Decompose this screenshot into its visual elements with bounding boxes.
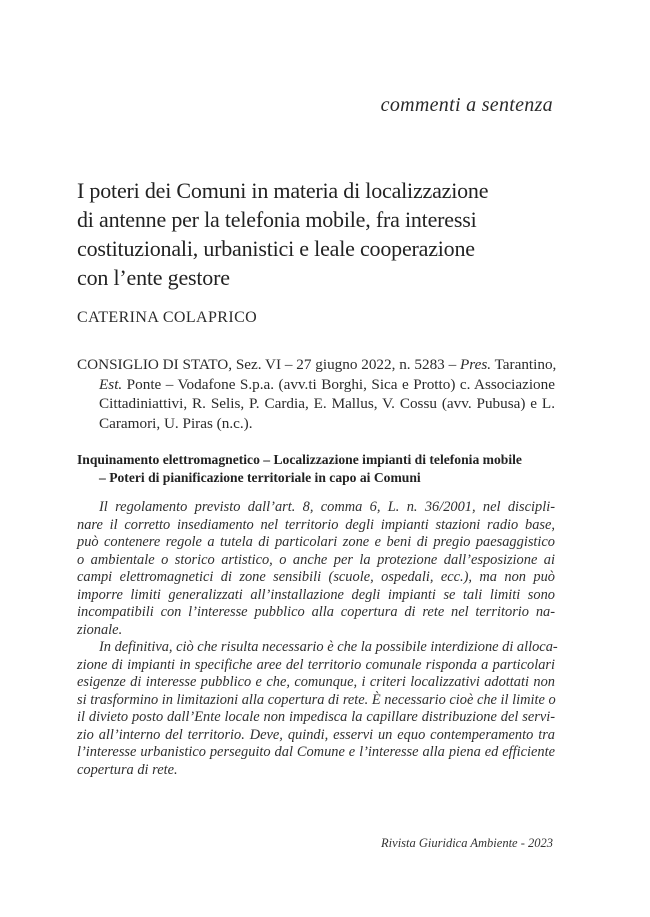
ruling-line: Cittadiniattivi, R. Selis, P. Cardia, E. Mallus, V. Cossu (avv. Pubusa) e L. <box>99 395 555 412</box>
author-name: CATERINA COLAPRICO <box>77 309 258 326</box>
body-line: zio all’interno del territorio. Deve, quindi, esservi un equo contemperamento tra <box>77 726 555 743</box>
body-line: copertura di rete. <box>77 761 178 778</box>
body-line: esigenze di interesse pubblico e che, comunque, i criteri localizzativi adottati non <box>77 674 555 690</box>
ruling-text: Tarantino, <box>491 356 557 373</box>
body-line: imporre limiti generalizzati all’installazione degli impianti se tali limiti sono <box>77 586 555 603</box>
body-line: campi elettromagnetici di zone sensibili (scuole, ospedali, ecc.), ma non può <box>77 569 555 585</box>
body-line: può contenere regole a tutela di particolari zone e beni di pregio paesaggistico <box>77 534 555 550</box>
body-line: incompatibili con l’interesse pubblico alla copertura di rete nel territorio na- <box>77 604 555 620</box>
ruling-est-label: Est. <box>99 375 123 393</box>
ruling-line <box>77 355 555 375</box>
ruling-line: Caramori, U. Piras (n.c.). <box>99 414 253 432</box>
body-line: l’interesse urbanistico perseguito dal Comune e l’interesse alla piena ed efficiente <box>77 744 555 760</box>
journal-footer: Rivista Giuridica Ambiente - 2023 <box>381 836 553 850</box>
ruling-line <box>77 375 555 395</box>
body-line: il divieto posto dall’Ente locale non impedisca la capillare distribuzione del servi- <box>77 709 555 725</box>
body-line: nare il corretto insediamento nel territorio degli impianti stazioni radio base, <box>77 516 555 533</box>
title-line: I poteri dei Comuni in materia di localizzazione <box>77 178 489 203</box>
ruling-reference <box>77 355 555 433</box>
article-title <box>77 176 577 292</box>
title-line: di antenne per la telefonia mobile, fra interessi <box>77 207 477 232</box>
body-line: In definitiva, ciò che risulta necessario è che la possibile interdizione di alloca- <box>99 639 558 655</box>
title-line: costituzionali, urbanistici e leale cooperazione <box>77 236 475 261</box>
massima-heading <box>77 451 555 487</box>
body-line: zionale. <box>77 621 123 638</box>
body-line: Il regolamento previsto dall’art. 8, comma 6, L. n. 36/2001, nel discipli- <box>99 499 555 515</box>
body-line: zione di impianti in specifiche aree del territorio comunale risponda a particolari <box>77 656 555 673</box>
massima-line: Inquinamento elettromagnetico – Localizzazione impianti di telefonia mobile <box>77 452 522 467</box>
massima-line: – Poteri di pianificazione territoriale in capo ai Comuni <box>99 470 421 485</box>
body-line: si trasformino in limitazioni alla copertura di rete. È necessario cioè che il limite o <box>77 691 556 708</box>
ruling-pres-label: Pres. <box>459 356 492 373</box>
body-line: o ambientale o storico artistico, o anche per la protezione dall’esposizione ai <box>77 551 555 568</box>
section-label: commenti a sentenza <box>380 94 553 116</box>
ruling-text: Ponte – Vodafone S.p.a. (avv.ti Borghi, Sica e Protto) c. Associazione <box>122 375 555 393</box>
title-line: con l’ente gestore <box>77 265 230 290</box>
massima-body <box>77 499 558 779</box>
ruling-text: CONSIGLIO DI STATO, Sez. VI – 27 giugno 2022, n. 5283 – <box>77 356 460 373</box>
